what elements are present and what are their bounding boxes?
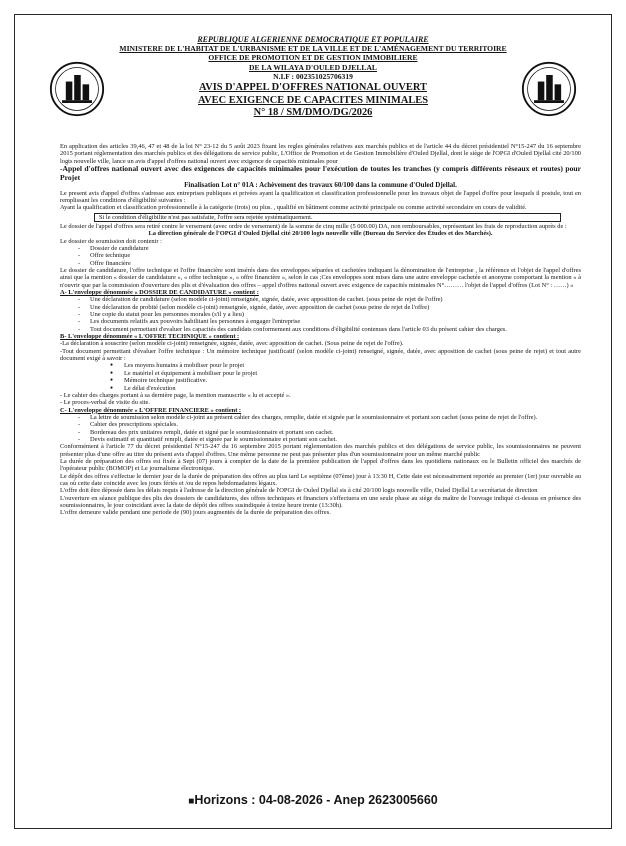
notice-body	[60, 143, 581, 517]
list-item: - Tout document permettant d'evaluer les capacités des candidats conformement aux conditions d'éligibilité contenues dans l'article 03 du présent cahier des charges.	[90, 326, 581, 333]
section-b-list	[60, 362, 581, 391]
republic-line: REPUBLIQUE ALGERIENNE DEMOCRATIQUE ET POPULAIRE	[197, 35, 429, 44]
depot-paragraph: Le dépôt des offres s'effectue le dernier jour de la durée de préparation des offres au plus tard Le septième (07ème) jour à 13:30 H, Cette date est nécessairement reportée au premier (1er) jour ouvrable au cas où cette date coincide avec les jours fériés et /ou de repos hebdomadaires légaux.	[60, 472, 581, 487]
section-b-technical: -Tout document permettant d'évaluer l'offre technique : Un mémoire technique justificatif (selon modèle ci-joint) renseigné, signée, datée, avec apposition de cachet (sous peine de rejet) et tout autre document exigé à savoir :	[60, 347, 581, 363]
section-b-cahier: - Le cahier des charges portant à sa dernière page, la mention manuscrite « lu et accepté ».	[60, 391, 291, 399]
section-b-declaration: -La déclaration à souscrire (selon modèle ci-joint) renseignée, signée, datée, avec apposition de cachet. (Sous peine de rejet de l'offre).	[60, 340, 404, 348]
list-item: - Offre technique	[90, 252, 581, 259]
direction-line: La direction générale de l'OPGI d'Ouled Djellal cité 20/100 logts nouvelle ville (Bureau du Service des Études et des Marchés).	[148, 230, 493, 238]
ministry-line: MINISTERE DE L'HABITAT DE L'URBANISME ET DE LA VILLE ET DE L'AMÉNAGEMENT DU TERRITOIRE	[119, 44, 507, 54]
list-item: - Une déclaration de candidature (selon modèle ci-joint) renseignée, signée, datée, avec apposition de cachet. (sous peine de rejet de l'offre)	[90, 296, 581, 303]
section-a-list	[60, 296, 581, 333]
newspaper-clipping	[14, 14, 612, 829]
eligibility-condition: Si le condition d'éligibilite n'est pas satisfaite, l'offre sera rejetée systématiquement.	[99, 213, 313, 221]
list-item: - Offre financière	[90, 260, 581, 267]
publication-reference: Horizons : 04-08-2026 - Anep 2623005660	[194, 793, 438, 807]
wilaya-line: DE LA WILAYA D'OULED DJELLAL	[248, 62, 377, 72]
notice-number: N° 18 / SM/DMO/DG/2026	[253, 107, 373, 119]
list-item: ● Mémoire technique justificative.	[124, 377, 581, 384]
list-item: - Une copie du statut pour les personnes morales (s'il y a lieu)	[90, 311, 581, 318]
list-item: - Bordereau des prix unitaires rempli, datée et signé par le soumissionnaire et portant son cachet.	[90, 429, 581, 436]
notice-title: AVIS D'APPEL D'OFFRES NATIONAL OUVERT	[199, 82, 427, 94]
eligibility-paragraph: Le present avis d'appel d'offres s'adresse aux entreprises publiques et privées ayant la qualification et classification professionnelle pour les travaux objet de l'appel d'offre pour lesquels il postule, tout en remplissant les conditions d'éligibilité suivantes :	[60, 189, 581, 204]
contient-line: Le dossier de soumission doit contenir :	[60, 237, 162, 245]
list-item: - La lettre de soumission selon modèle ci-joint au présent cahier des charges, remplie, datée et signée par le soumissionnaire et portant son cachet (sous peine de rejet de l'offre).	[90, 414, 581, 421]
intro-paragraph: En application des articles 39,46, 47 et 48 de la loi N° 23-12 du 5 août 2023 fixant les regles générales relatives aux marchés publics et de l'article 44 du décret présidentiel N°15-247 du 16 septembre 2015 portant réglementation des marchés publics et des délégations de service public, L'Office de Promotion et de Gestion Immobilière d'Ouled Djellal, dont le siège de l'OPGI d'Ouled Djellal cité 20/100 logts nouvelle ville, lance un avis d'appel d'offres national ouvert avec exigence de capacités minimales pour	[60, 143, 581, 165]
section-c-heading: C- L'enveloppe dénommée « L'OFFRE FINANCIERE » contient :	[60, 406, 242, 414]
ouverture-paragraph: L'ouverture en séance publique des plis des dossiers de candidatures, des offres techniques et financiers s'effectuera en une seule phase au siège du maître de l'ouvrage indiqué ci-dessus en présence des soumissionnaires, le jour coincidant avec la date de dépôt des offres susindiquée à treize heure trente (13:30h).	[60, 494, 581, 509]
lot-line: Finalisation Lot n° 01A : Achèvement des travaux 60/100 dans la commune d'Ouled Djellal.	[184, 181, 457, 190]
list-item: ● Les moyens humains à mobiliser pour le projet	[124, 362, 581, 369]
section-b-pv: - Le proces-verbal de visite du site.	[60, 399, 150, 407]
section-c-list	[60, 414, 581, 443]
publication-footer	[15, 793, 611, 807]
list-item: - Les documents relatifs aux pouvoirs habilitant les personnes à engager l'entreprise	[90, 318, 581, 325]
remise-paragraph: L'offre doit être déposée dans les délais requis à l'adresse de la direction générale de l'OPGI de Ouled Djellal sis à cité 20/100 logts nouvelle ville, Ouled Djellal Le secrétariat de direction	[60, 487, 538, 495]
qualification-paragraph: Ayant la qualification et classification professionnelle à la catégorie (trois) ou plus. , qualifié en bâtiment comme activité principale ou comme activité secondaire en cours de validité.	[60, 204, 527, 212]
envelopes-paragraph: Le dossier de candidature, l'offre technique et l'offre financière sont insérés dans des enveloppes séparées et cachetées indiquant la dénomination de l'entreprise , la référence et l'objet de l'appel d'offres ainsi que la mention « dossier de candidature », « offre technique », « offre financière », selon le cas ;Ces enveloppes sont mises dans une autre enveloppe cachetée et anonyme comportant la mention « à n'ouvrir que par la commission d'ouverture des plis et d'évaluation des offres – appel d'offres national ouvert avec exigence de capacités minimales N°……… l'objet de l'appel d'offres (Lot N° : ……) »	[60, 267, 581, 289]
list-item: - Cahier des prescriptions spéciales.	[90, 421, 581, 428]
conformement-paragraph: Conformément à l'article 77 du décret présidentiel N°15-247 du 16 septembre 2015 portant réglementation des marchés publics et des délégations de service public, les soumissionnaires ne peuvent présenter plus d'une offre au titre du présent avis d'appel d'offres. Une même personne ne peut pas présenter plus d'un soumissionnaire pour un même marché public	[60, 443, 581, 458]
section-b-heading: B- L'enveloppe dénommée « L'OFFRE TECHNIQUE » contient :	[60, 333, 240, 341]
list-item: - Une déclaration de probité (selon modèle ci-joint) renseignée, signée, datée, avec apposition de cachet (sous peine de rejet de l'offre)	[90, 304, 581, 311]
notice-header	[15, 35, 611, 119]
square-icon: ■	[188, 796, 195, 807]
list-item: - Devis estimatif et quantitatif rempli, datée et signée par le soumissionnaire et portant son cachet.	[90, 436, 581, 443]
contient-list	[60, 245, 581, 267]
list-item: ● Le matériel et équipement à mobiliser pour le projet	[124, 370, 581, 377]
eligibility-box	[94, 213, 561, 222]
nif-line: N.I.F : 002351025706319	[273, 71, 353, 81]
dossier-paragraph: Le dossier de l'appel d'offres sera retiré contre le versement (avec ordre de versement) de la somme de cinq mille (5 000.00) DA, non remboursables, représentant les frais de reproduction auprès de :	[60, 222, 567, 230]
section-a-heading: A- L'enveloppe dénommée « DOSSIER DE CANDIDATURE » contient :	[60, 289, 259, 297]
notice-subtitle: AVEC EXIGENCE DE CAPACITES MINIMALES	[198, 94, 428, 106]
office-line: OFFICE DE PROMOTION ET DE GESTION IMMOBILIERE	[208, 53, 418, 63]
list-item: ● Le délai d'exécution	[124, 385, 581, 392]
object-paragraph: -Appel d'offres national ouvert avec des exigences de capacités minimales pour l'exécution de toutes les tranches (y compris différents réseaux et routes) pour Projet	[60, 164, 581, 182]
validite-paragraph: L'offre demeure valide pendant une periode de (90) jours augmentés de la durée de préparation des offres.	[60, 509, 331, 517]
duree-paragraph: La durée de préparation des offres est fixée à Sept (07) jours à compter de la date de la première publication de l'appel d'offres dans les quotidiens nationaux ou le Bulletin officiel des marchés de l'opérateur public (BOMOP) et Le journalisme électronique.	[60, 457, 581, 473]
list-item: - Dossier de candidature	[90, 245, 581, 252]
